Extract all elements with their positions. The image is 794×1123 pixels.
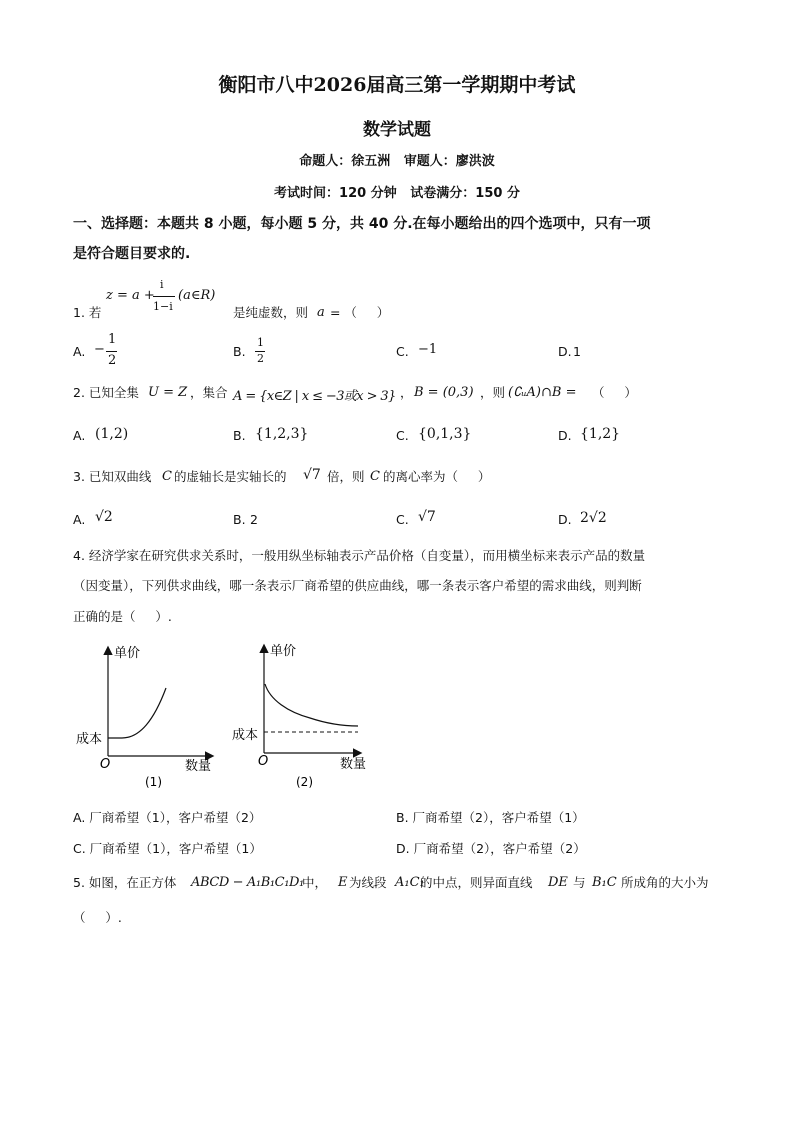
q1-option-b-label: B.	[233, 344, 246, 359]
q2-option-a-value: (1,2)	[95, 426, 129, 442]
q2-universal-set: U = Z	[148, 385, 188, 400]
g2-xlabel: 数量	[340, 757, 367, 772]
section-heading: 一、选择题：本题共 8 小题，每小题 5 分，共 40 分.在每小题给出的四个选项中，只有一项	[73, 216, 651, 232]
q3-text-1: 3. 已知双曲线	[73, 469, 152, 484]
supply-curve-graph	[70, 638, 230, 790]
q1-option-b-num: 1	[257, 336, 264, 349]
q2-option-c-value: {0,1,3}	[418, 426, 472, 442]
q1-tail: 是纯虚数，则	[233, 305, 309, 320]
q1-option-d-value: 1	[573, 344, 581, 359]
q3-text-2: 的虚轴长是实轴长的	[174, 469, 287, 484]
q3-option-d-label: D.	[558, 512, 572, 527]
q1-expr-lhs: z = a +	[106, 288, 155, 303]
g2-origin: O	[258, 754, 269, 769]
g1-xlabel: 数量	[185, 759, 212, 774]
q1-option-a-num: 1	[108, 332, 117, 347]
q4-option-c: C. 厂商希望（1），客户希望（1）	[73, 841, 262, 856]
q1-expr-tail: (a∈R)	[178, 288, 216, 303]
q5-text-1: 5. 如图，在正方体	[73, 875, 177, 890]
q1-option-a-sign: −	[94, 342, 105, 357]
q2-set-b: B = (0,3)	[414, 385, 474, 400]
q2-text-4: ，则	[480, 385, 506, 400]
q3-option-a-label: A.	[73, 512, 86, 527]
supply-curve	[108, 688, 166, 738]
g2-caption: (2)	[296, 775, 313, 789]
section-heading-cont: 是符合题目要求的.	[73, 246, 191, 262]
q1-option-d-label: D.	[558, 344, 572, 359]
q2-text-3: ，	[400, 385, 413, 400]
q2-expression: (∁ᵤA)∩B =	[508, 385, 577, 400]
q2-option-c-label: C.	[396, 428, 409, 443]
g1-origin: O	[100, 757, 111, 772]
q5-segment: A₁C₁	[395, 875, 425, 890]
q4-line-3: 正确的是（ ）.	[73, 609, 172, 624]
q1-frac-bar	[153, 296, 175, 297]
q4-option-a: A. 厂商希望（1），客户希望（2）	[73, 810, 262, 825]
g2-ylabel: 单价	[270, 644, 297, 659]
demand-curve	[265, 684, 358, 726]
q1-option-a-label: A.	[73, 344, 86, 359]
q5-text-2: 中，	[302, 875, 328, 890]
q3-var-c2: C	[370, 469, 380, 484]
q3-option-a-value: √2	[95, 509, 113, 525]
q3-option-c-label: C.	[396, 512, 409, 527]
q2-text-1: 2. 已知全集	[73, 385, 139, 400]
q2-paren: （ ）	[592, 385, 637, 400]
exam-info-line: 考试时间：120 分钟 试卷满分：150 分	[274, 186, 520, 201]
q3-option-d-value: 2√2	[580, 510, 607, 526]
q5-line-b1c: B₁C	[592, 875, 617, 890]
q3-option-c-value: √7	[418, 509, 436, 525]
q2-set-a: A = {x∈Z | x ≤ −3或x > 3}	[233, 389, 396, 404]
q2-option-a-label: A.	[73, 428, 86, 443]
demand-curve-graph	[228, 638, 378, 790]
q1-var-a: a	[317, 305, 325, 320]
q3-option-b-label: B.	[233, 512, 246, 527]
q3-text-4: 的离心率为（ ）	[383, 469, 491, 484]
q1-option-a-den: 2	[108, 353, 117, 368]
q2-option-b-value: {1,2,3}	[255, 426, 309, 442]
q1-tail-end: = （ ）	[326, 305, 390, 320]
q1-option-a-bar	[106, 351, 117, 352]
g1-caption: (1)	[145, 775, 162, 789]
q1-number: 1. 若	[73, 305, 102, 320]
q1-option-c-label: C.	[396, 344, 409, 359]
q2-option-d-value: {1,2}	[580, 426, 621, 442]
q5-point-e: E	[338, 875, 348, 890]
q1-frac-den: 1−i	[153, 300, 173, 313]
q3-text-3: 倍，则	[327, 469, 365, 484]
q5-paren: （ ）.	[73, 910, 122, 925]
q3-option-b-value: 2	[250, 512, 258, 527]
q4-option-d: D. 厂商希望（2），客户希望（2）	[396, 841, 586, 856]
q3-var-c: C	[162, 469, 172, 484]
q5-line-de: DE	[548, 875, 568, 890]
q5-text-4: 的中点，则异面直线	[420, 875, 533, 890]
q1-option-b-den: 2	[257, 352, 264, 365]
authors-line: 命题人：徐五洲 审题人：廖洪波	[299, 154, 495, 169]
g2-cost-label: 成本	[232, 728, 259, 743]
q5-cube: ABCD − A₁B₁C₁D₁	[191, 875, 304, 890]
q5-text-6: 所成角的大小为	[621, 875, 709, 890]
q3-sqrt7: √7	[303, 467, 321, 483]
q4-option-b: B. 厂商希望（2），客户希望（1）	[396, 810, 585, 825]
q4-line-1: 4. 经济学家在研究供求关系时，一般用纵坐标轴表示产品价格（自变量），而用横坐标来表示产品的数量	[73, 548, 646, 563]
subject-title: 数学试题	[363, 120, 431, 140]
q2-text-2: ，集合	[190, 385, 228, 400]
g1-ylabel: 单价	[114, 646, 141, 661]
q5-text-3: 为线段	[349, 875, 387, 890]
q1-option-c-value: −1	[418, 342, 438, 357]
q4-line-2: （因变量），下列供求曲线，哪一条表示厂商希望的供应曲线，哪一条表示客户希望的需求曲线，则判断	[73, 578, 642, 593]
g1-cost-label: 成本	[76, 732, 103, 747]
exam-title: 衡阳市八中2026届高三第一学期期中考试	[218, 74, 576, 96]
q2-option-d-label: D.	[558, 428, 572, 443]
q1-frac-num: i	[160, 278, 164, 291]
q5-text-5: 与	[573, 875, 586, 890]
q2-option-b-label: B.	[233, 428, 246, 443]
